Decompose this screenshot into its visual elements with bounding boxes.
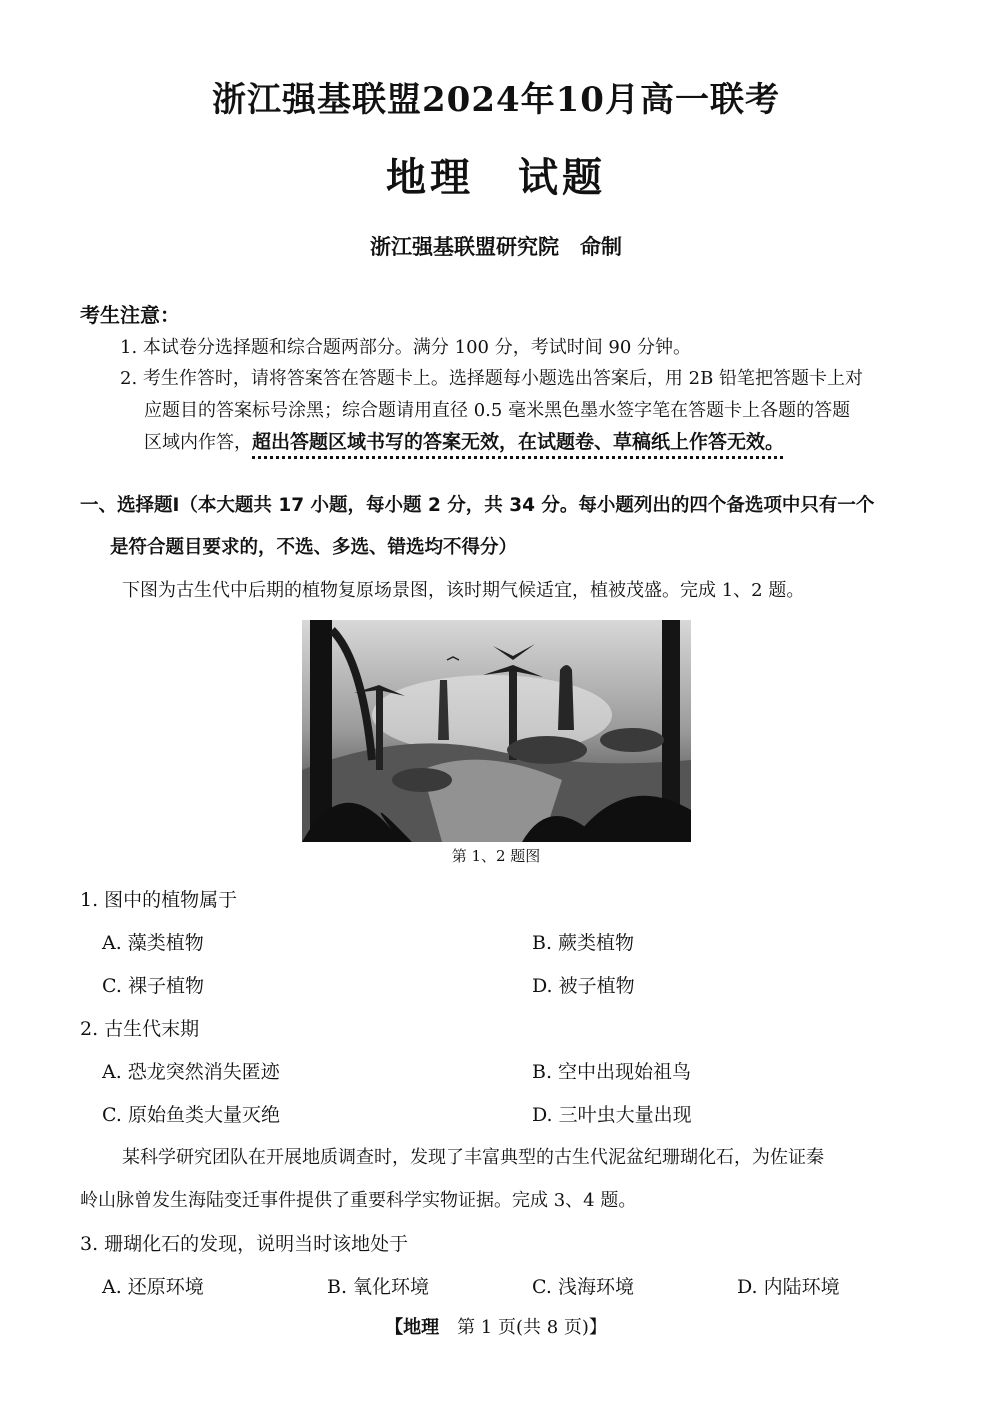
exam-maker: 浙江强基联盟研究院 命制: [370, 235, 622, 259]
paleozoic-plant-figure: [302, 620, 691, 842]
section-1-heading-line-2: 是符合题目要求的，不选、多选、错选均不得分）: [110, 537, 518, 558]
q3-stem: 3. 珊瑚化石的发现，说明当时该地处于: [80, 1233, 409, 1255]
q3-option-a: A. 还原环境: [102, 1276, 204, 1298]
notice-item-2-line-1: 2. 考生作答时，请将答案答在答题卡上。选择题每小题选出答案后，用 2B 铅笔把答题卡上对: [120, 368, 864, 389]
footer-subject: 【地理: [385, 1317, 440, 1338]
q1-stem: 1. 图中的植物属于: [80, 889, 238, 911]
notice-heading: 考生注意：: [80, 303, 180, 327]
intro-q3-q4-line-2: 岭山脉曾发生海陆变迁事件提供了重要科学实物证据。完成 3、4 题。: [80, 1190, 637, 1211]
page-footer: [0, 1313, 992, 1339]
q2-option-a: A. 恐龙突然消失匿迹: [102, 1061, 280, 1083]
notice-item-1: 1. 本试卷分选择题和综合题两部分。满分 100 分，考试时间 90 分钟。: [120, 337, 692, 358]
q3-option-b: B. 氧化环境: [327, 1276, 430, 1298]
exam-subtitle: 地理 试题: [386, 154, 606, 201]
notice-item-2-line-3: [144, 427, 784, 454]
notice-warning-emphasis: 超出答题区域书写的答案无效，在试题卷、草稿纸上作答无效。: [252, 431, 785, 453]
notice-item-2-line-2: 应题目的答案标号涂黑；综合题请用直径 0.5 毫米黑色墨水签字笔在答题卡上各题的答题: [144, 400, 851, 421]
q1-option-b: B. 蕨类植物: [532, 932, 635, 954]
q2-option-c: C. 原始鱼类大量灭绝: [102, 1104, 280, 1126]
figure-caption: 第 1、2 题图: [451, 847, 541, 865]
intro-q3-q4-line-1: 某科学研究团队在开展地质调查时，发现了丰富典型的古生代泥盆纪珊瑚化石，为佐证秦: [122, 1147, 824, 1168]
intro-q1-q2: 下图为古生代中后期的植物复原场景图，该时期气候适宜，植被茂盛。完成 1、2 题。: [122, 580, 805, 601]
prehistoric-forest-image: [302, 620, 691, 842]
q1-option-c: C. 裸子植物: [102, 975, 204, 997]
exam-title: 浙江强基联盟2024年10月高一联考: [212, 80, 780, 120]
section-1-heading-line-1: 一、选择题Ⅰ（本大题共 17 小题，每小题 2 分，共 34 分。每小题列出的四个备选项中只有一个: [80, 495, 875, 516]
q3-option-d: D. 内陆环境: [737, 1276, 840, 1298]
q2-option-b: B. 空中出现始祖鸟: [532, 1061, 692, 1083]
q2-stem: 2. 古生代末期: [80, 1018, 200, 1040]
notice-item-2-line-3-plain: 区域内作答，: [144, 432, 252, 453]
footer-page-number: 第 1 页(共 8 页)】: [439, 1317, 607, 1338]
q3-option-c: C. 浅海环境: [532, 1276, 634, 1298]
q2-option-d: D. 三叶虫大量出现: [532, 1104, 692, 1126]
q1-option-a: A. 藻类植物: [102, 932, 204, 954]
q1-option-d: D. 被子植物: [532, 975, 635, 997]
